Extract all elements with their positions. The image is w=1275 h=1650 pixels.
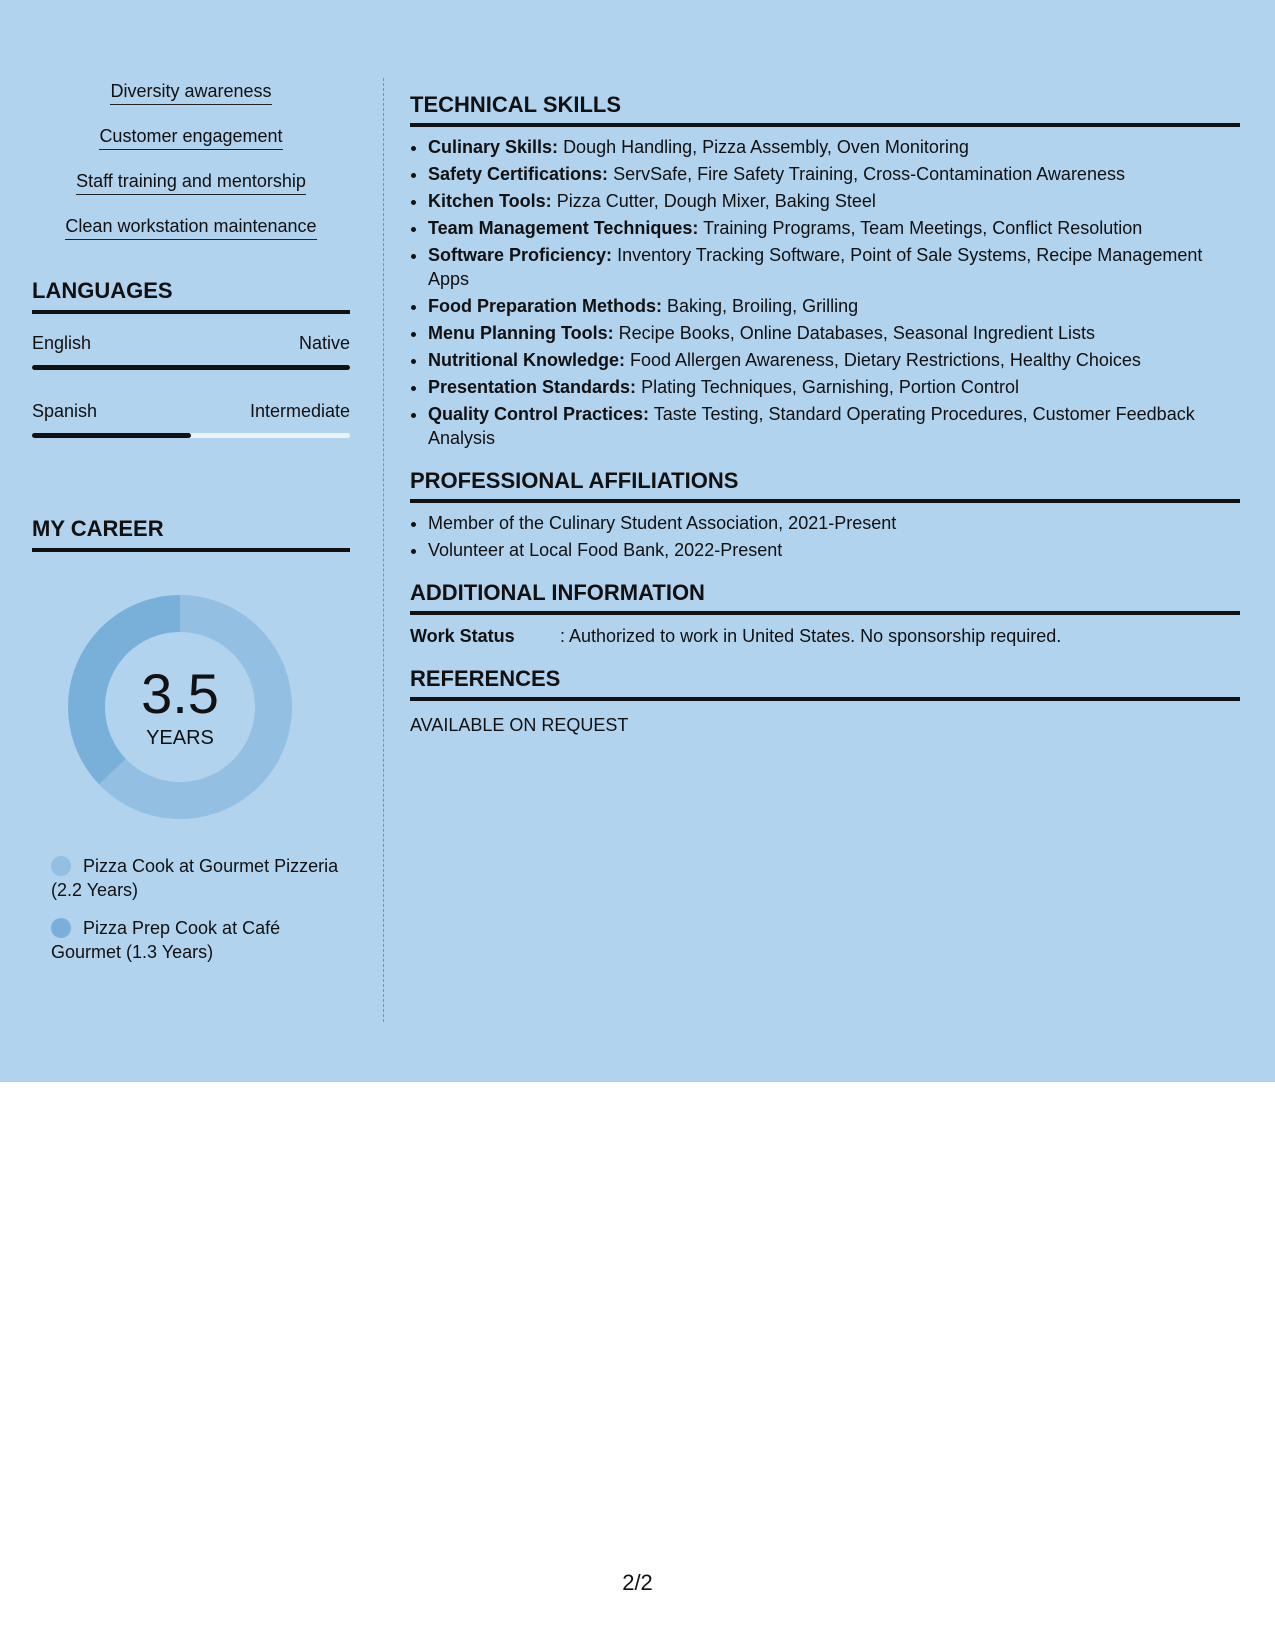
sidebar (32, 80, 350, 978)
skill-category: Culinary Skills: (428, 137, 559, 157)
page-number: 2/2 (622, 1570, 653, 1595)
skill-details: Recipe Books, Online Databases, Seasonal Ingredient Lists (618, 323, 1095, 343)
languages-heading: LANGUAGES (32, 278, 350, 314)
skill-category: Software Proficiency: (428, 245, 613, 265)
skill-details: Plating Techniques, Garnishing, Portion Control (641, 377, 1019, 397)
skill-category: Kitchen Tools: (428, 191, 552, 211)
technical-skills-heading: TECHNICAL SKILLS (410, 92, 1240, 127)
skill-tag: Clean workstation maintenance (65, 215, 316, 240)
language-proficiency-fill (32, 433, 191, 438)
language-proficiency-fill (32, 365, 350, 370)
skill-tag: Diversity awareness (110, 80, 271, 105)
technical-skill-item (428, 189, 1240, 213)
work-status-value: : Authorized to work in United States. No sponsorship required. (560, 626, 1062, 646)
technical-skill-item (428, 216, 1240, 240)
technical-skill-item (428, 402, 1240, 450)
technical-skills-list (410, 135, 1240, 450)
skill-category: Nutritional Knowledge: (428, 350, 625, 370)
language-name: Spanish (32, 401, 98, 421)
affiliations-section (410, 468, 1240, 562)
career-legend-item (51, 916, 350, 964)
references-text: AVAILABLE ON REQUEST (410, 715, 629, 735)
skill-tags (32, 80, 350, 240)
career-legend (51, 854, 350, 964)
language-proficiency-bar (32, 365, 350, 370)
skill-details: Taste Testing, Standard Operating Procedures, Customer Feedback Analysis (428, 404, 1195, 448)
technical-skill-item (428, 348, 1240, 372)
technical-skill-item (428, 135, 1240, 159)
language-level: Native (298, 333, 350, 353)
skill-details: Food Allergen Awareness, Dietary Restrictions, Healthy Choices (630, 350, 1141, 370)
technical-skill-item (428, 375, 1240, 399)
references-heading: REFERENCES (410, 666, 1240, 701)
skill-details: Training Programs, Team Meetings, Conflict Resolution (703, 218, 1143, 238)
list-item: • Volunteer at Local Food Bank, 2022-Present (428, 538, 1240, 562)
skill-details: Pizza Cutter, Dough Mixer, Baking Steel (556, 191, 876, 211)
main-content (410, 92, 1240, 737)
career-legend-item (51, 854, 350, 902)
skill-details: Dough Handling, Pizza Assembly, Oven Monitoring (563, 137, 969, 157)
skill-details: Baking, Broiling, Grilling (667, 296, 859, 316)
languages-section (32, 278, 350, 438)
career-donut-chart (65, 592, 295, 822)
language-item-english (32, 330, 350, 370)
skill-category: Menu Planning Tools: (428, 323, 614, 343)
career-total-years: 3.5 (141, 662, 219, 725)
technical-skill-item (428, 321, 1240, 345)
career-total-unit: YEARS (146, 727, 214, 749)
language-item-spanish (32, 398, 350, 438)
additional-info-heading: ADDITIONAL INFORMATION (410, 580, 1240, 615)
career-role-label: Pizza Prep Cook at Café Gourmet (1.3 Years) (51, 918, 281, 962)
technical-skill-item (428, 294, 1240, 318)
affiliations-heading: PROFESSIONAL AFFILIATIONS (410, 468, 1240, 503)
list-item: • Member of the Culinary Student Association, 2021-Present (428, 511, 1240, 535)
skill-category: Quality Control Practices: (428, 404, 650, 424)
language-name: English (32, 333, 92, 353)
skill-category: Safety Certifications: (428, 164, 609, 184)
language-level: Intermediate (249, 401, 350, 421)
skill-category: Team Management Techniques: (428, 218, 699, 238)
work-status-label: Work Status (410, 626, 515, 646)
legend-dot-icon (51, 856, 71, 876)
legend-dot-icon (51, 918, 71, 938)
additional-info-section (410, 580, 1240, 648)
language-proficiency-bar (32, 433, 350, 438)
references-section (410, 666, 1240, 737)
technical-skills-section (410, 92, 1240, 450)
technical-skill-item (428, 243, 1240, 291)
career-heading: MY CAREER (32, 516, 350, 552)
skill-category: Presentation Standards: (428, 377, 637, 397)
skill-tag: Customer engagement (99, 125, 282, 150)
work-status-row (410, 624, 1240, 648)
skill-details: ServSafe, Fire Safety Training, Cross-Contamination Awareness (613, 164, 1125, 184)
skill-category: Food Preparation Methods: (428, 296, 662, 316)
career-role-label: Pizza Cook at Gourmet Pizzeria (2.2 Years) (51, 856, 339, 900)
column-divider (383, 78, 384, 1022)
career-section (32, 516, 350, 964)
skill-tag: Staff training and mentorship (76, 170, 306, 195)
technical-skill-item (428, 162, 1240, 186)
affiliations-list (410, 511, 1240, 562)
skill-details: Inventory Tracking Software, Point of Sale Systems, Recipe Management Apps (428, 245, 1203, 289)
